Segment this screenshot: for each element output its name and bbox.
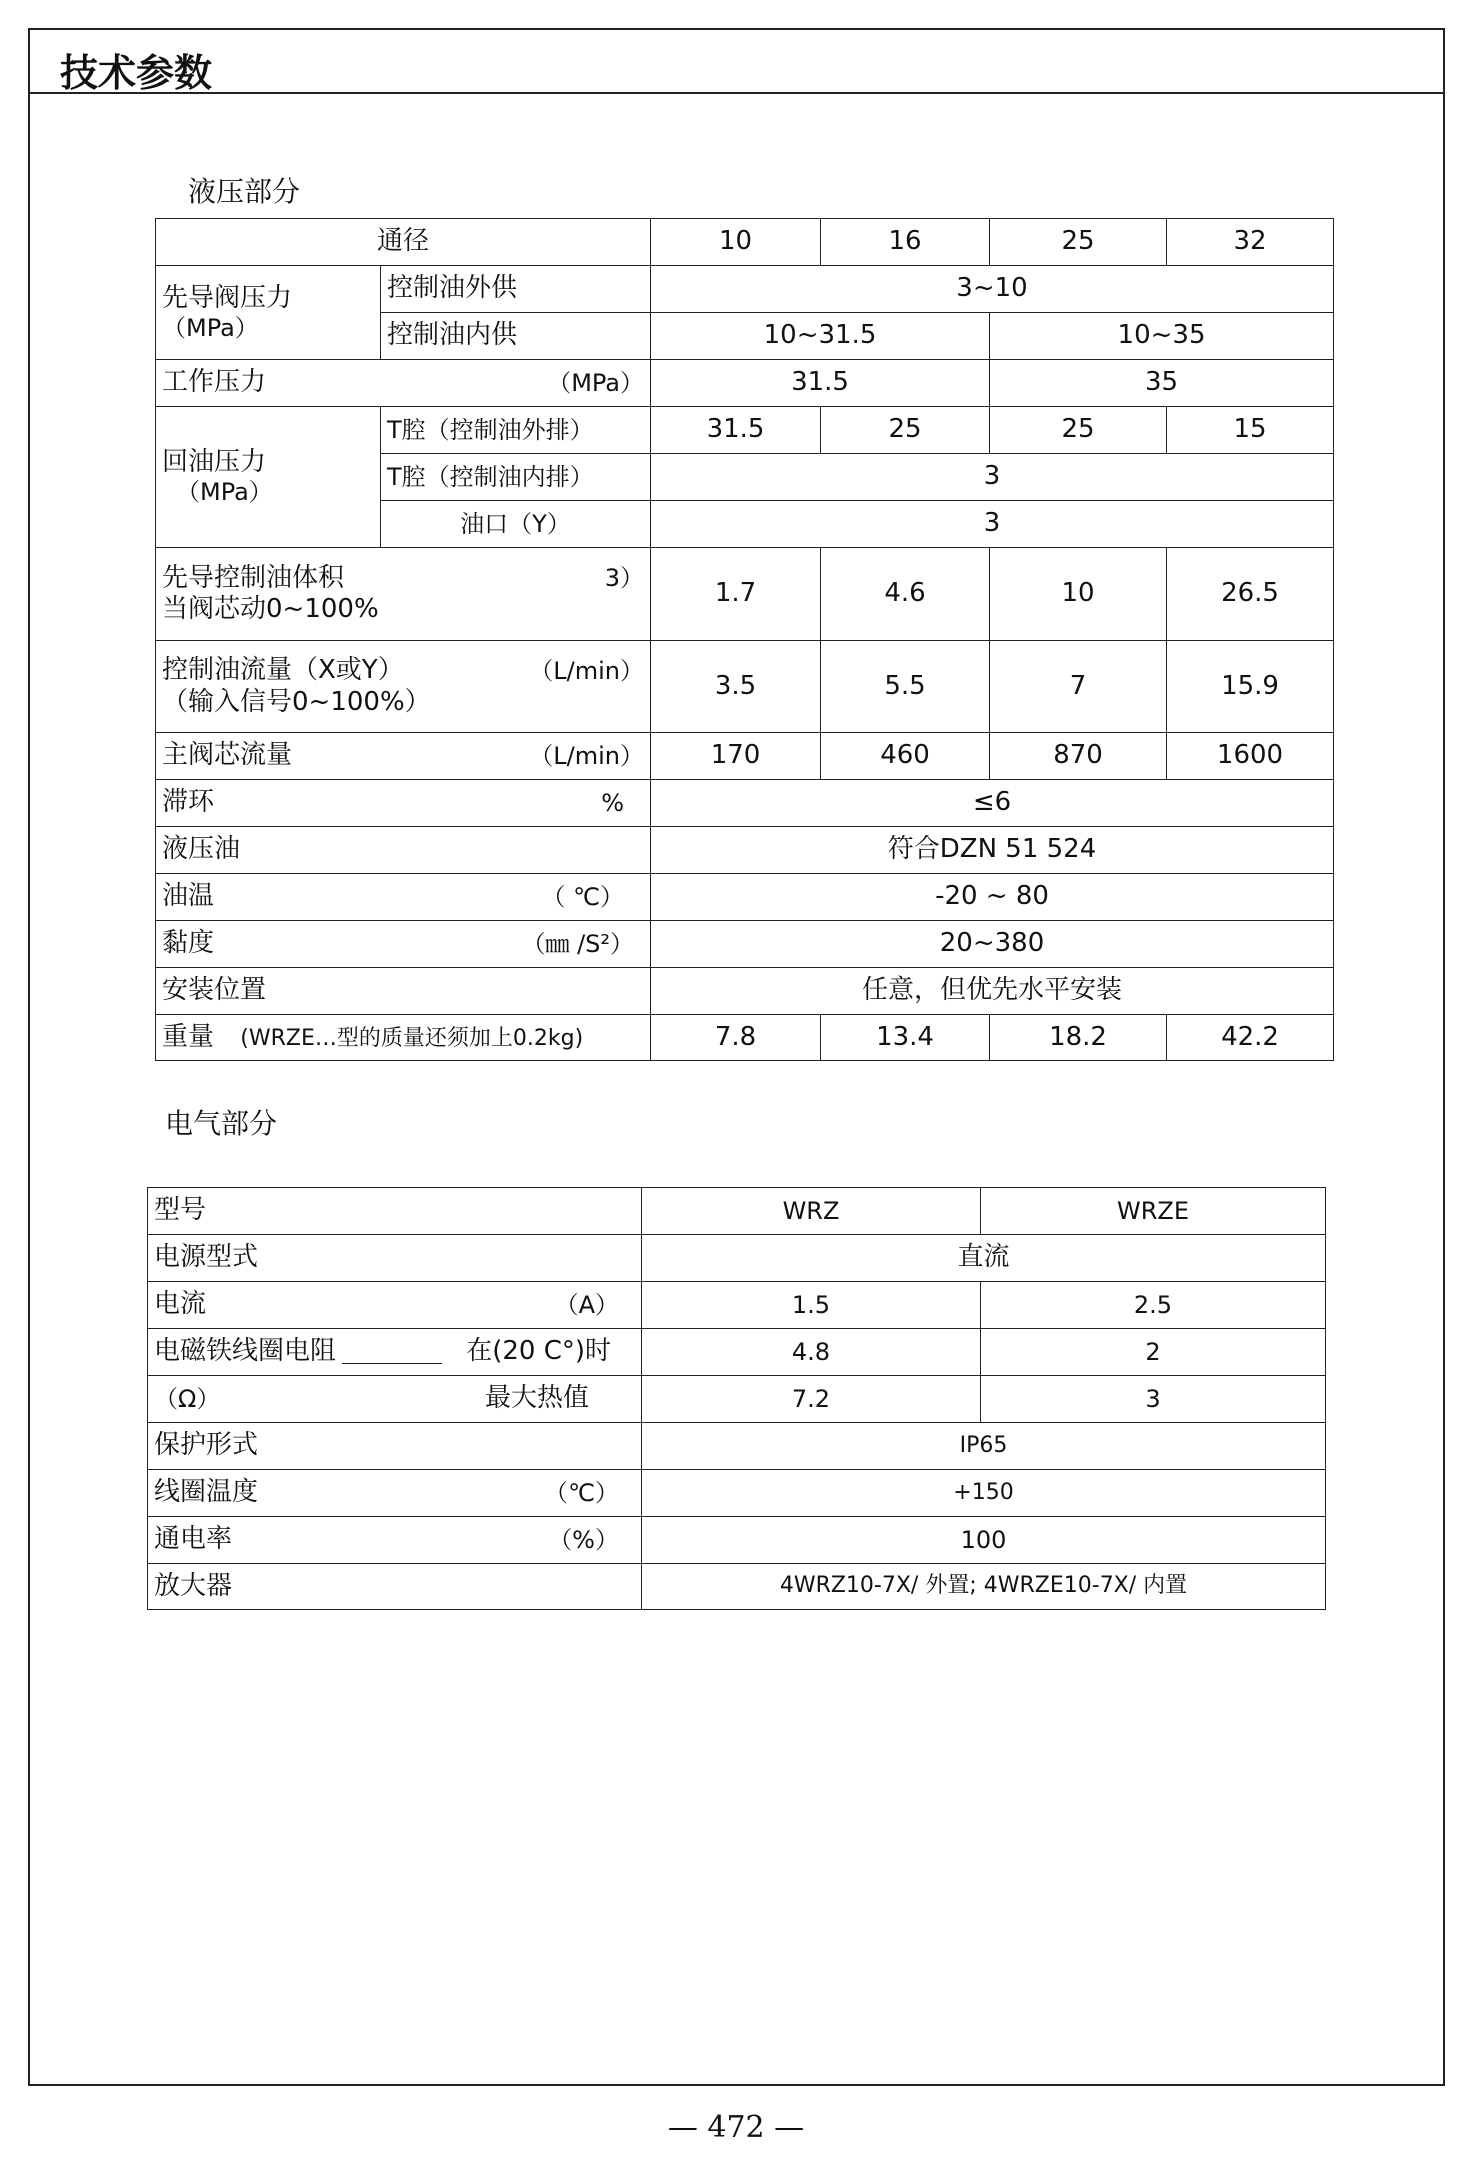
viscosity-label: 黏度 — [162, 928, 215, 959]
weight-note: (WRZE…型的质量还须加上0.2kg) — [240, 1025, 584, 1051]
table-row — [156, 360, 1334, 407]
main-flow-value: 170 — [651, 733, 821, 780]
t-external-value: 15 — [1167, 407, 1334, 454]
at20-wrze: 2 — [981, 1329, 1326, 1376]
current-wrze: 2.5 — [981, 1282, 1326, 1329]
table-row — [156, 968, 1334, 1015]
coil-resistance-label: 电磁铁线圈电阻 — [154, 1336, 337, 1367]
main-flow-cell — [156, 733, 651, 780]
main-flow-unit: （L/min） — [529, 741, 645, 770]
pilot-volume-value: 1.7 — [651, 548, 821, 641]
weight-label: 重量 — [162, 1021, 215, 1052]
table-row — [156, 827, 1334, 874]
coil-resistance-unit: （Ω） — [154, 1384, 221, 1413]
table-row — [156, 780, 1334, 827]
t-external-value: 31.5 — [651, 407, 821, 454]
pilot-internal-label: 控制油内供 — [381, 313, 651, 360]
viscosity-value: 20~380 — [651, 921, 1334, 968]
max-heat-label: 最大热值 — [484, 1383, 589, 1414]
hysteresis-unit: % — [601, 788, 625, 817]
pilot-pressure-label-cell — [156, 266, 381, 360]
duty-label: 通电率 — [154, 1524, 233, 1555]
mounting-label: 安装位置 — [156, 968, 651, 1015]
table-row — [156, 641, 1334, 733]
duty-value: 100 — [642, 1517, 1326, 1564]
t-external-value: 25 — [990, 407, 1167, 454]
oil-temp-label: 油温 — [162, 881, 215, 912]
duty-cell — [148, 1517, 642, 1564]
current-wrz: 1.5 — [642, 1282, 981, 1329]
hysteresis-label: 滞环 — [162, 787, 215, 818]
page-title: 技术参数 — [60, 51, 213, 95]
pilot-volume-label-1: 先导控制油体积 — [162, 562, 345, 593]
pilot-volume-label-2: 当阀芯动0~100% — [162, 594, 379, 624]
table-row — [148, 1282, 1326, 1329]
current-cell — [148, 1282, 642, 1329]
working-pressure-value-a: 31.5 — [651, 360, 990, 407]
size-header-label: 通径 — [156, 219, 651, 266]
current-label: 电流 — [154, 1289, 207, 1320]
pilot-internal-value-b: 10~35 — [990, 313, 1334, 360]
table-row — [156, 921, 1334, 968]
table-row — [148, 1517, 1326, 1564]
table-row — [156, 733, 1334, 780]
hydraulic-section-label: 液压部分 — [188, 175, 301, 208]
at20-wrz: 4.8 — [642, 1329, 981, 1376]
working-pressure-cell — [156, 360, 651, 407]
max-heat-cell — [148, 1376, 642, 1423]
max-heat-wrz: 7.2 — [642, 1376, 981, 1423]
table-row — [148, 1329, 1326, 1376]
size-25: 25 — [990, 219, 1167, 266]
table-row — [156, 266, 1334, 313]
return-pressure-label: 回油压力 — [162, 447, 267, 477]
table-row — [148, 1188, 1326, 1235]
viscosity-unit: （㎜ /S²） — [521, 929, 635, 958]
control-flow-value: 7 — [990, 641, 1167, 733]
protection-label: 保护形式 — [148, 1423, 642, 1470]
t-external-label: T腔（控制油外排） — [381, 407, 651, 454]
protection-value: IP65 — [642, 1423, 1326, 1470]
control-flow-unit: （L/min） — [529, 656, 645, 685]
size-16: 16 — [821, 219, 990, 266]
table-row — [148, 1376, 1326, 1423]
main-flow-value: 1600 — [1167, 733, 1334, 780]
table-row — [156, 219, 1334, 266]
max-heat-wrze: 3 — [981, 1376, 1326, 1423]
weight-value: 18.2 — [990, 1015, 1167, 1061]
port-y-label: 油口（Y） — [381, 501, 651, 548]
model-label: 型号 — [148, 1188, 642, 1235]
oil-temp-unit: （ ℃） — [541, 882, 625, 911]
coil-resistance-cell — [148, 1329, 642, 1376]
working-pressure-unit: （MPa） — [547, 368, 645, 397]
table-row — [148, 1470, 1326, 1517]
control-flow-label-1: 控制油流量（X或Y） — [162, 655, 404, 686]
main-flow-value: 460 — [821, 733, 990, 780]
pilot-pressure-label: 先导阀压力 — [162, 282, 293, 313]
table-row — [148, 1564, 1326, 1610]
pilot-internal-value-a: 10~31.5 — [651, 313, 990, 360]
main-flow-value: 870 — [990, 733, 1167, 780]
title-bar — [28, 28, 1445, 94]
oil-temp-value: -20 ~ 80 — [651, 874, 1334, 921]
hydraulic-table — [155, 218, 1334, 1061]
working-pressure-value-b: 35 — [990, 360, 1334, 407]
t-external-value: 25 — [821, 407, 990, 454]
power-type-value: 直流 — [642, 1235, 1326, 1282]
pilot-external-label: 控制油外供 — [381, 266, 651, 313]
main-flow-label: 主阀芯流量 — [162, 740, 293, 771]
weight-cell — [156, 1015, 651, 1061]
weight-value: 13.4 — [821, 1015, 990, 1061]
model-wrze: WRZE — [981, 1188, 1326, 1235]
pilot-pressure-unit: （MPa） — [162, 313, 259, 342]
mounting-value: 任意，但优先水平安装 — [651, 968, 1334, 1015]
table-row — [156, 1015, 1334, 1061]
return-pressure-label-cell — [156, 407, 381, 548]
model-wrz: WRZ — [642, 1188, 981, 1235]
table-row — [148, 1235, 1326, 1282]
at20-label: 在(20 C°)时 — [466, 1336, 611, 1367]
coil-temp-cell — [148, 1470, 642, 1517]
control-flow-label-2: （输入信号0~100%） — [162, 686, 431, 717]
table-row — [156, 548, 1334, 641]
table-row — [148, 1423, 1326, 1470]
oil-temp-cell — [156, 874, 651, 921]
coil-temp-unit: （℃） — [544, 1478, 619, 1507]
table-row — [156, 874, 1334, 921]
weight-value: 42.2 — [1167, 1015, 1334, 1061]
pilot-external-value: 3~10 — [651, 266, 1334, 313]
table-row — [156, 407, 1334, 454]
amplifier-label: 放大器 — [148, 1564, 642, 1610]
duty-unit: （%） — [548, 1525, 619, 1554]
amplifier-value: 4WRZ10-7X/ 外置; 4WRZE10-7X/ 内置 — [642, 1564, 1326, 1610]
page-number: — 472 — — [667, 2110, 805, 2145]
control-flow-value: 5.5 — [821, 641, 990, 733]
control-flow-cell — [156, 641, 651, 733]
hydraulic-oil-label: 液压油 — [156, 827, 651, 874]
weight-value: 7.8 — [651, 1015, 821, 1061]
coil-temp-label: 线圈温度 — [154, 1477, 259, 1508]
control-flow-value: 3.5 — [651, 641, 821, 733]
pilot-volume-cell — [156, 548, 651, 641]
power-type-label: 电源型式 — [148, 1235, 642, 1282]
return-pressure-unit: （MPa） — [176, 478, 273, 507]
control-flow-value: 15.9 — [1167, 641, 1334, 733]
size-32: 32 — [1167, 219, 1334, 266]
t-internal-label: T腔（控制油内排） — [381, 454, 651, 501]
pilot-volume-value: 26.5 — [1167, 548, 1334, 641]
hysteresis-value: ≤6 — [651, 780, 1334, 827]
electrical-table — [147, 1187, 1326, 1610]
viscosity-cell — [156, 921, 651, 968]
size-10: 10 — [651, 219, 821, 266]
pilot-volume-value: 4.6 — [821, 548, 990, 641]
port-y-value: 3 — [651, 501, 1334, 548]
t-internal-value: 3 — [651, 454, 1334, 501]
current-unit: （A） — [554, 1290, 619, 1319]
hydraulic-oil-value: 符合DZN 51 524 — [651, 827, 1334, 874]
coil-temp-value: +150 — [642, 1470, 1326, 1517]
working-pressure-label: 工作压力 — [162, 367, 267, 398]
pilot-volume-unit: 3） — [604, 564, 645, 592]
pilot-volume-value: 10 — [990, 548, 1167, 641]
hysteresis-cell — [156, 780, 651, 827]
divider — [342, 1363, 442, 1364]
electrical-section-label: 电气部分 — [165, 1107, 278, 1140]
